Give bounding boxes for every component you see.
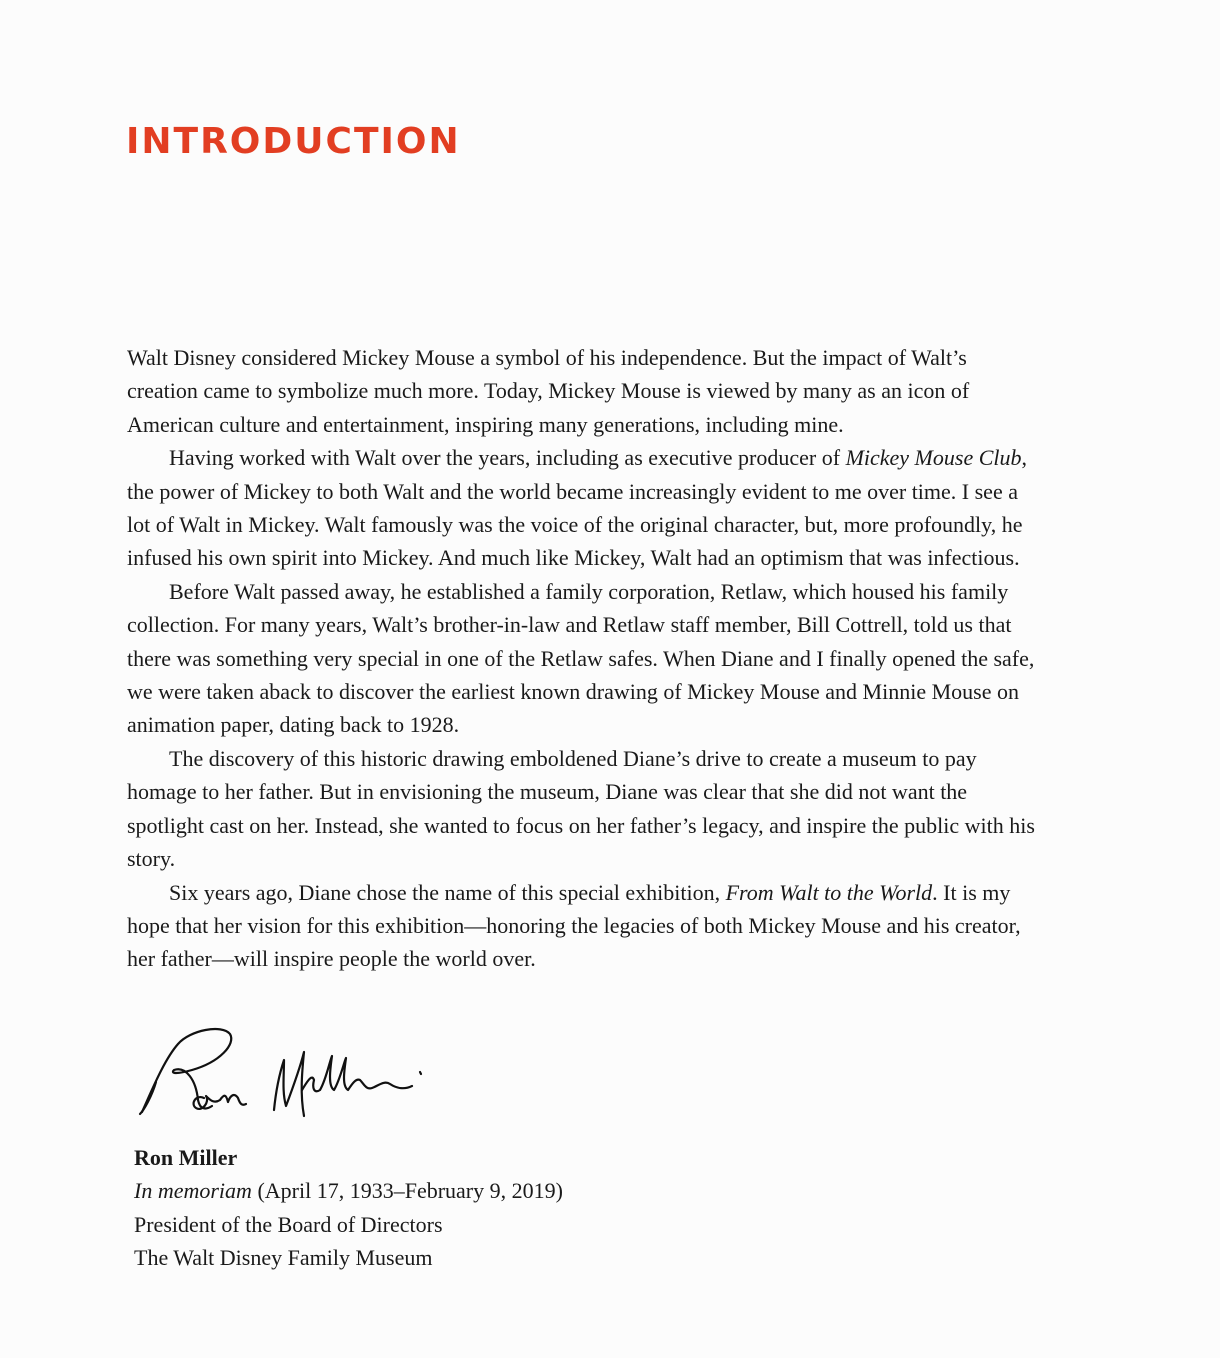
paragraph-text: Before Walt passed away, he established a family corporation, Retlaw, which housed his family collection. For many years, Walt’s brother-in-law and Retlaw staff member, Bill Cottrell, told us that there was something very special in one of the Retlaw safes. When Diane and I finally opened the safe, we were taken aback to discover the earliest known drawing of Mickey Mouse and Minnie Mouse on animation paper, dating back to 1928. <box>127 578 1035 738</box>
signoff-organization: The Walt Disney Family Museum <box>134 1245 433 1271</box>
signoff-role: President of the Board of Directors <box>134 1211 443 1237</box>
paragraph-text: , the power of Mickey to both Walt and the world became increasingly evident to me over time. I see a lot of Walt in Mickey. Walt famously was the voice of the original character, but, more profoundly, he infused his own spirit into Mickey. And much like Mickey, Walt had an optimism that was infectious. <box>127 445 1027 571</box>
signoff <box>134 1141 563 1275</box>
memoriam-label: In memoriam <box>134 1178 252 1204</box>
signature <box>134 1020 434 1130</box>
paragraph-text: . It is my hope that her vision for this exhibition—honoring the legacies of both Mickey Mouse and his creator, her father—will inspire people the world over. <box>127 879 1021 972</box>
page-title: INTRODUCTION <box>126 121 461 162</box>
paragraph-text: The discovery of this historic drawing emboldened Diane’s drive to create a museum to pay homage to her father. But in envisioning the museum, Diane was clear that she did not want the spotlight cast on her. Instead, she wanted to focus on her father’s legacy, and inspire the public with his story. <box>127 745 1035 872</box>
paragraph <box>127 742 1037 876</box>
paragraph <box>127 341 1037 441</box>
signoff-memoriam-line <box>134 1174 563 1207</box>
body-text <box>127 341 1037 976</box>
italic-title: Mickey Mouse Club <box>845 445 1022 471</box>
memoriam-dates: (April 17, 1933–February 9, 2019) <box>251 1178 563 1204</box>
paragraph-text: Walt Disney considered Mickey Mouse a symbol of his independence. But the impact of Walt’s creation came to symbolize much more. Today, Mickey Mouse is viewed by many as an icon of American culture and entertainment, inspiring many generations, including mine. <box>127 345 970 437</box>
paragraph <box>127 441 1037 575</box>
italic-title: From Walt to the World <box>725 879 933 905</box>
paragraph <box>127 876 1037 976</box>
paragraph <box>127 575 1037 742</box>
signoff-name: Ron Miller <box>134 1145 238 1170</box>
paragraph-text: Six years ago, Diane chose the name of this special exhibition, <box>169 879 726 905</box>
paragraph-text: Having worked with Walt over the years, including as executive producer of <box>169 445 846 471</box>
